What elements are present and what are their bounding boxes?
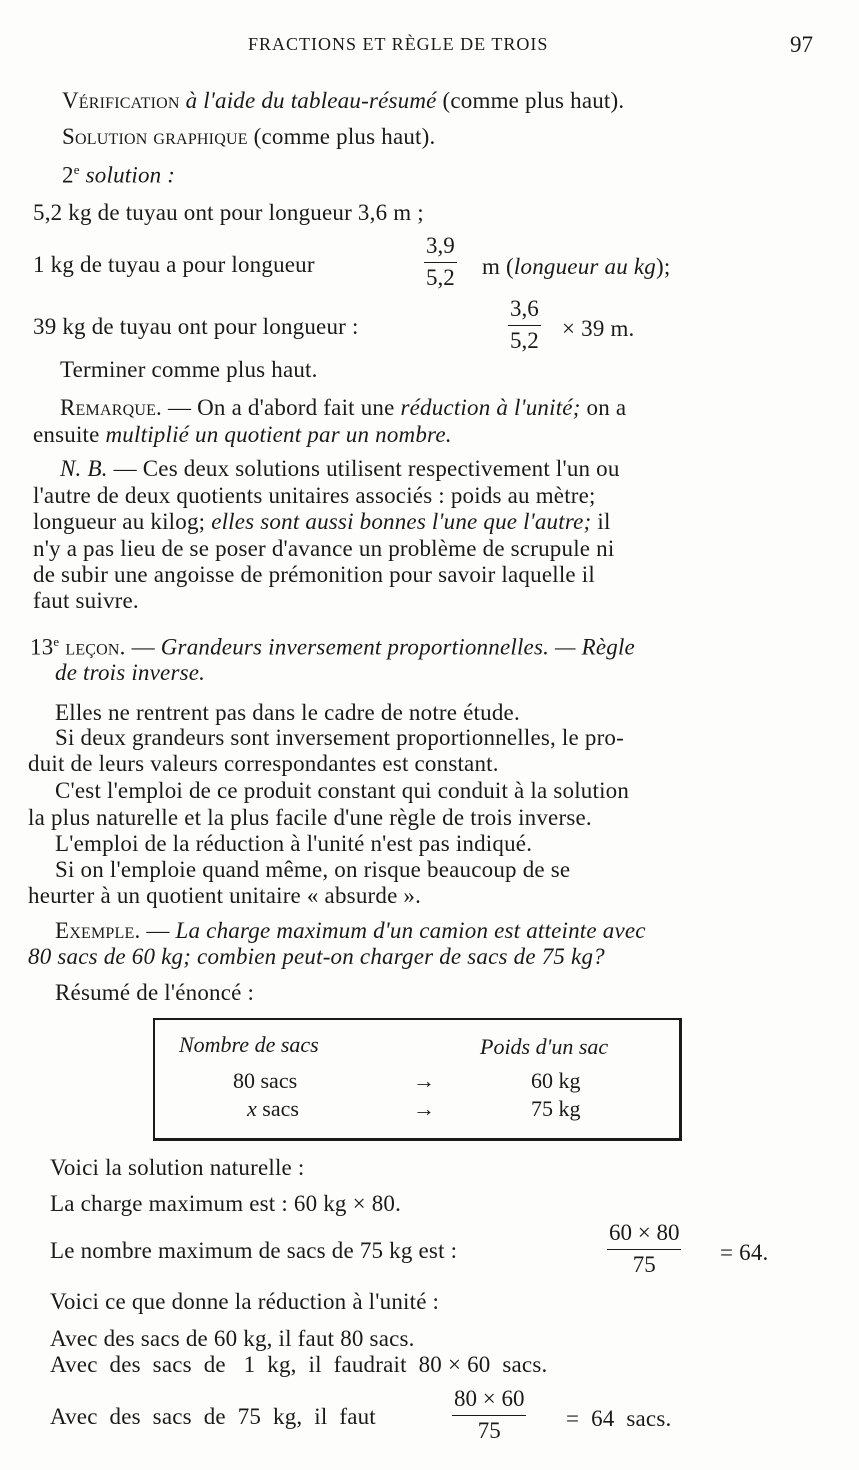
lesson-p1: Elles ne rentrent pas dans le cadre de notre étude. <box>55 700 520 725</box>
resume-line: Résumé de l'énoncé : <box>55 980 255 1005</box>
nb-line-2: l'autre de deux quotients unitaires associés : poids au mètre; <box>33 483 596 508</box>
summary-table <box>153 1018 682 1141</box>
lesson-sup: e <box>53 634 60 649</box>
naturelle-result: = 64. <box>720 1240 769 1265</box>
heading-sup: e <box>73 162 80 177</box>
italic-text: réduction à l'unité; <box>400 395 581 420</box>
exemple-label: Exemple. <box>55 918 141 943</box>
naturelle-nombre-pre: Le nombre maximum de sacs de 75 kg est : <box>50 1238 458 1263</box>
text: longueur au kilog; <box>33 509 212 534</box>
variable-x: x <box>247 1096 257 1121</box>
lesson-title-cont: de trois inverse. <box>55 660 206 685</box>
fraction-numerator: 60 × 80 <box>609 1220 680 1245</box>
text: — Ces deux solutions utilisent respectivement l'un ou <box>107 456 620 481</box>
table-row-1-right: 60 kg <box>531 1068 581 1093</box>
solution-line-2-pre: 1 kg de tuyau a pour longueur <box>33 252 315 277</box>
text: ensuite <box>33 422 106 447</box>
lesson-p3a: C'est l'emploi de ce produit constant qui conduit à la solution <box>55 778 630 803</box>
remarque-line-1 <box>60 395 626 421</box>
remarque-line-2 <box>33 422 452 448</box>
lesson-13-heading-cont <box>55 660 205 686</box>
table-row-2-right: 75 kg <box>531 1096 581 1121</box>
table-header-nombre: Nombre de sacs <box>179 1032 319 1057</box>
lesson-p3b: la plus naturelle et la plus facile d'une règle de trois inverse. <box>28 805 592 830</box>
table-row-2-left <box>247 1096 299 1122</box>
table-row-1-left: 80 sacs <box>233 1068 298 1093</box>
graphique-rest: (comme plus haut). <box>253 124 436 149</box>
nb-label: N. B. <box>60 456 108 481</box>
exemple-line-1 <box>55 918 646 944</box>
fraction-denominator: 5,2 <box>426 265 455 290</box>
nb-line-6: faut suivre. <box>33 588 139 613</box>
naturelle-intro: Voici la solution naturelle : <box>50 1155 305 1180</box>
lesson-p5a: Si on l'emploie quand même, on risque beaucoup de se <box>55 857 571 882</box>
italic-text: La charge maximum d'un camion est atteinte avec <box>175 918 646 943</box>
lesson-title: Grandeurs inversement proportionnelles. — Règle <box>160 634 635 660</box>
fraction-bar <box>607 1249 681 1250</box>
running-title: FRACTIONS ET RÈGLE DE TROIS <box>248 34 549 54</box>
reduction-line-1: Avec des sacs de 60 kg, il faut 80 sacs. <box>50 1326 415 1351</box>
lesson-p2a: Si deux grandeurs sont inversement proportionnelles, le pro- <box>55 725 624 750</box>
finish-line: Terminer comme plus haut. <box>60 357 318 382</box>
italic-text: 80 sacs de 60 kg; combien peut-on charger de sacs de 75 kg? <box>28 944 605 969</box>
text: — On a d'abord fait une <box>162 395 401 420</box>
fraction-bar <box>424 262 457 263</box>
arrow-right-icon: → <box>413 1068 435 1093</box>
italic-note: longueur au kg <box>513 254 656 279</box>
fraction-3-6-over-5-2 <box>508 296 541 354</box>
text: sacs <box>256 1096 299 1121</box>
nb-line-4: n'y a pas lieu de se poser d'avance un problème de scrupule ni <box>33 536 615 561</box>
fraction-bar <box>452 1415 526 1416</box>
solution-line-3-pre: 39 kg de tuyau ont pour longueur : <box>33 314 359 339</box>
fraction-denominator: 75 <box>632 1252 656 1277</box>
fraction-bar <box>508 325 541 326</box>
fraction-numerator: 80 × 60 <box>454 1386 525 1411</box>
nb-line-1 <box>60 456 620 482</box>
lesson-13-heading <box>30 634 635 661</box>
graphique-line <box>62 124 435 150</box>
heading-text: solution : <box>85 162 176 188</box>
remarque-label: Remarque. <box>60 395 163 420</box>
page-number: 97 <box>790 32 813 57</box>
end-text: ); <box>655 254 671 279</box>
verification-italic: à l'aide du tableau-résumé <box>185 88 437 113</box>
text: — <box>125 634 161 660</box>
verification-line <box>62 88 624 114</box>
lesson-p2b: duit de leurs valeurs correspondantes est constant. <box>28 751 499 776</box>
solution-line-1: 5,2 kg de tuyau ont pour longueur 3,6 m ; <box>33 200 424 225</box>
fraction-60x80-over-75 <box>607 1220 681 1278</box>
verification-rest: (comme plus haut). <box>442 88 625 113</box>
fraction-numerator: 3,9 <box>426 233 455 258</box>
text: — <box>140 918 176 943</box>
fraction-denominator: 5,2 <box>510 328 539 353</box>
reduction-line-3-result: = 64 sacs. <box>566 1406 672 1431</box>
lesson-number: 13 <box>30 634 54 660</box>
fraction-denominator: 75 <box>477 1418 501 1443</box>
graphique-label: Solution graphique <box>62 124 248 149</box>
fraction-numerator: 3,6 <box>510 296 539 321</box>
second-solution-heading <box>62 162 175 189</box>
reduction-line-3-pre: Avec des sacs de 75 kg, il faut <box>50 1404 376 1429</box>
lesson-p5b: heurter à un quotient unitaire « absurde ». <box>28 883 422 908</box>
italic-text: multiplié un quotient par un nombre. <box>105 422 452 447</box>
verification-label: Vérification <box>62 88 180 113</box>
text: on a <box>580 395 627 420</box>
reduction-intro: Voici ce que donne la réduction à l'unité : <box>50 1289 440 1314</box>
naturelle-charge: La charge maximum est : 60 kg × 80. <box>50 1191 402 1216</box>
nb-line-3 <box>33 509 611 535</box>
arrow-right-icon: → <box>413 1096 435 1121</box>
fraction-80x60-over-75 <box>452 1386 526 1444</box>
exemple-line-2 <box>28 944 605 970</box>
nb-line-5: de subir une angoisse de prémonition pour savoir laquelle il <box>33 562 595 587</box>
italic-text: elles sont aussi bonnes l'une que l'autre; <box>211 509 592 534</box>
lesson-label: leçon. <box>65 634 126 660</box>
solution-line-3-post: × 39 m. <box>562 316 635 341</box>
lesson-p4: L'emploi de la réduction à l'unité n'est pas indiqué. <box>55 831 533 856</box>
unit-text: m ( <box>482 254 514 279</box>
solution-line-2-post <box>482 254 670 280</box>
fraction-3-9-over-5-2 <box>424 233 457 291</box>
heading-number: 2 <box>62 162 74 188</box>
text: il <box>591 509 611 534</box>
reduction-line-2: Avec des sacs de 1 kg, il faudrait 80 × 60 sacs. <box>50 1352 548 1377</box>
table-header-poids: Poids d'un sac <box>480 1034 609 1059</box>
